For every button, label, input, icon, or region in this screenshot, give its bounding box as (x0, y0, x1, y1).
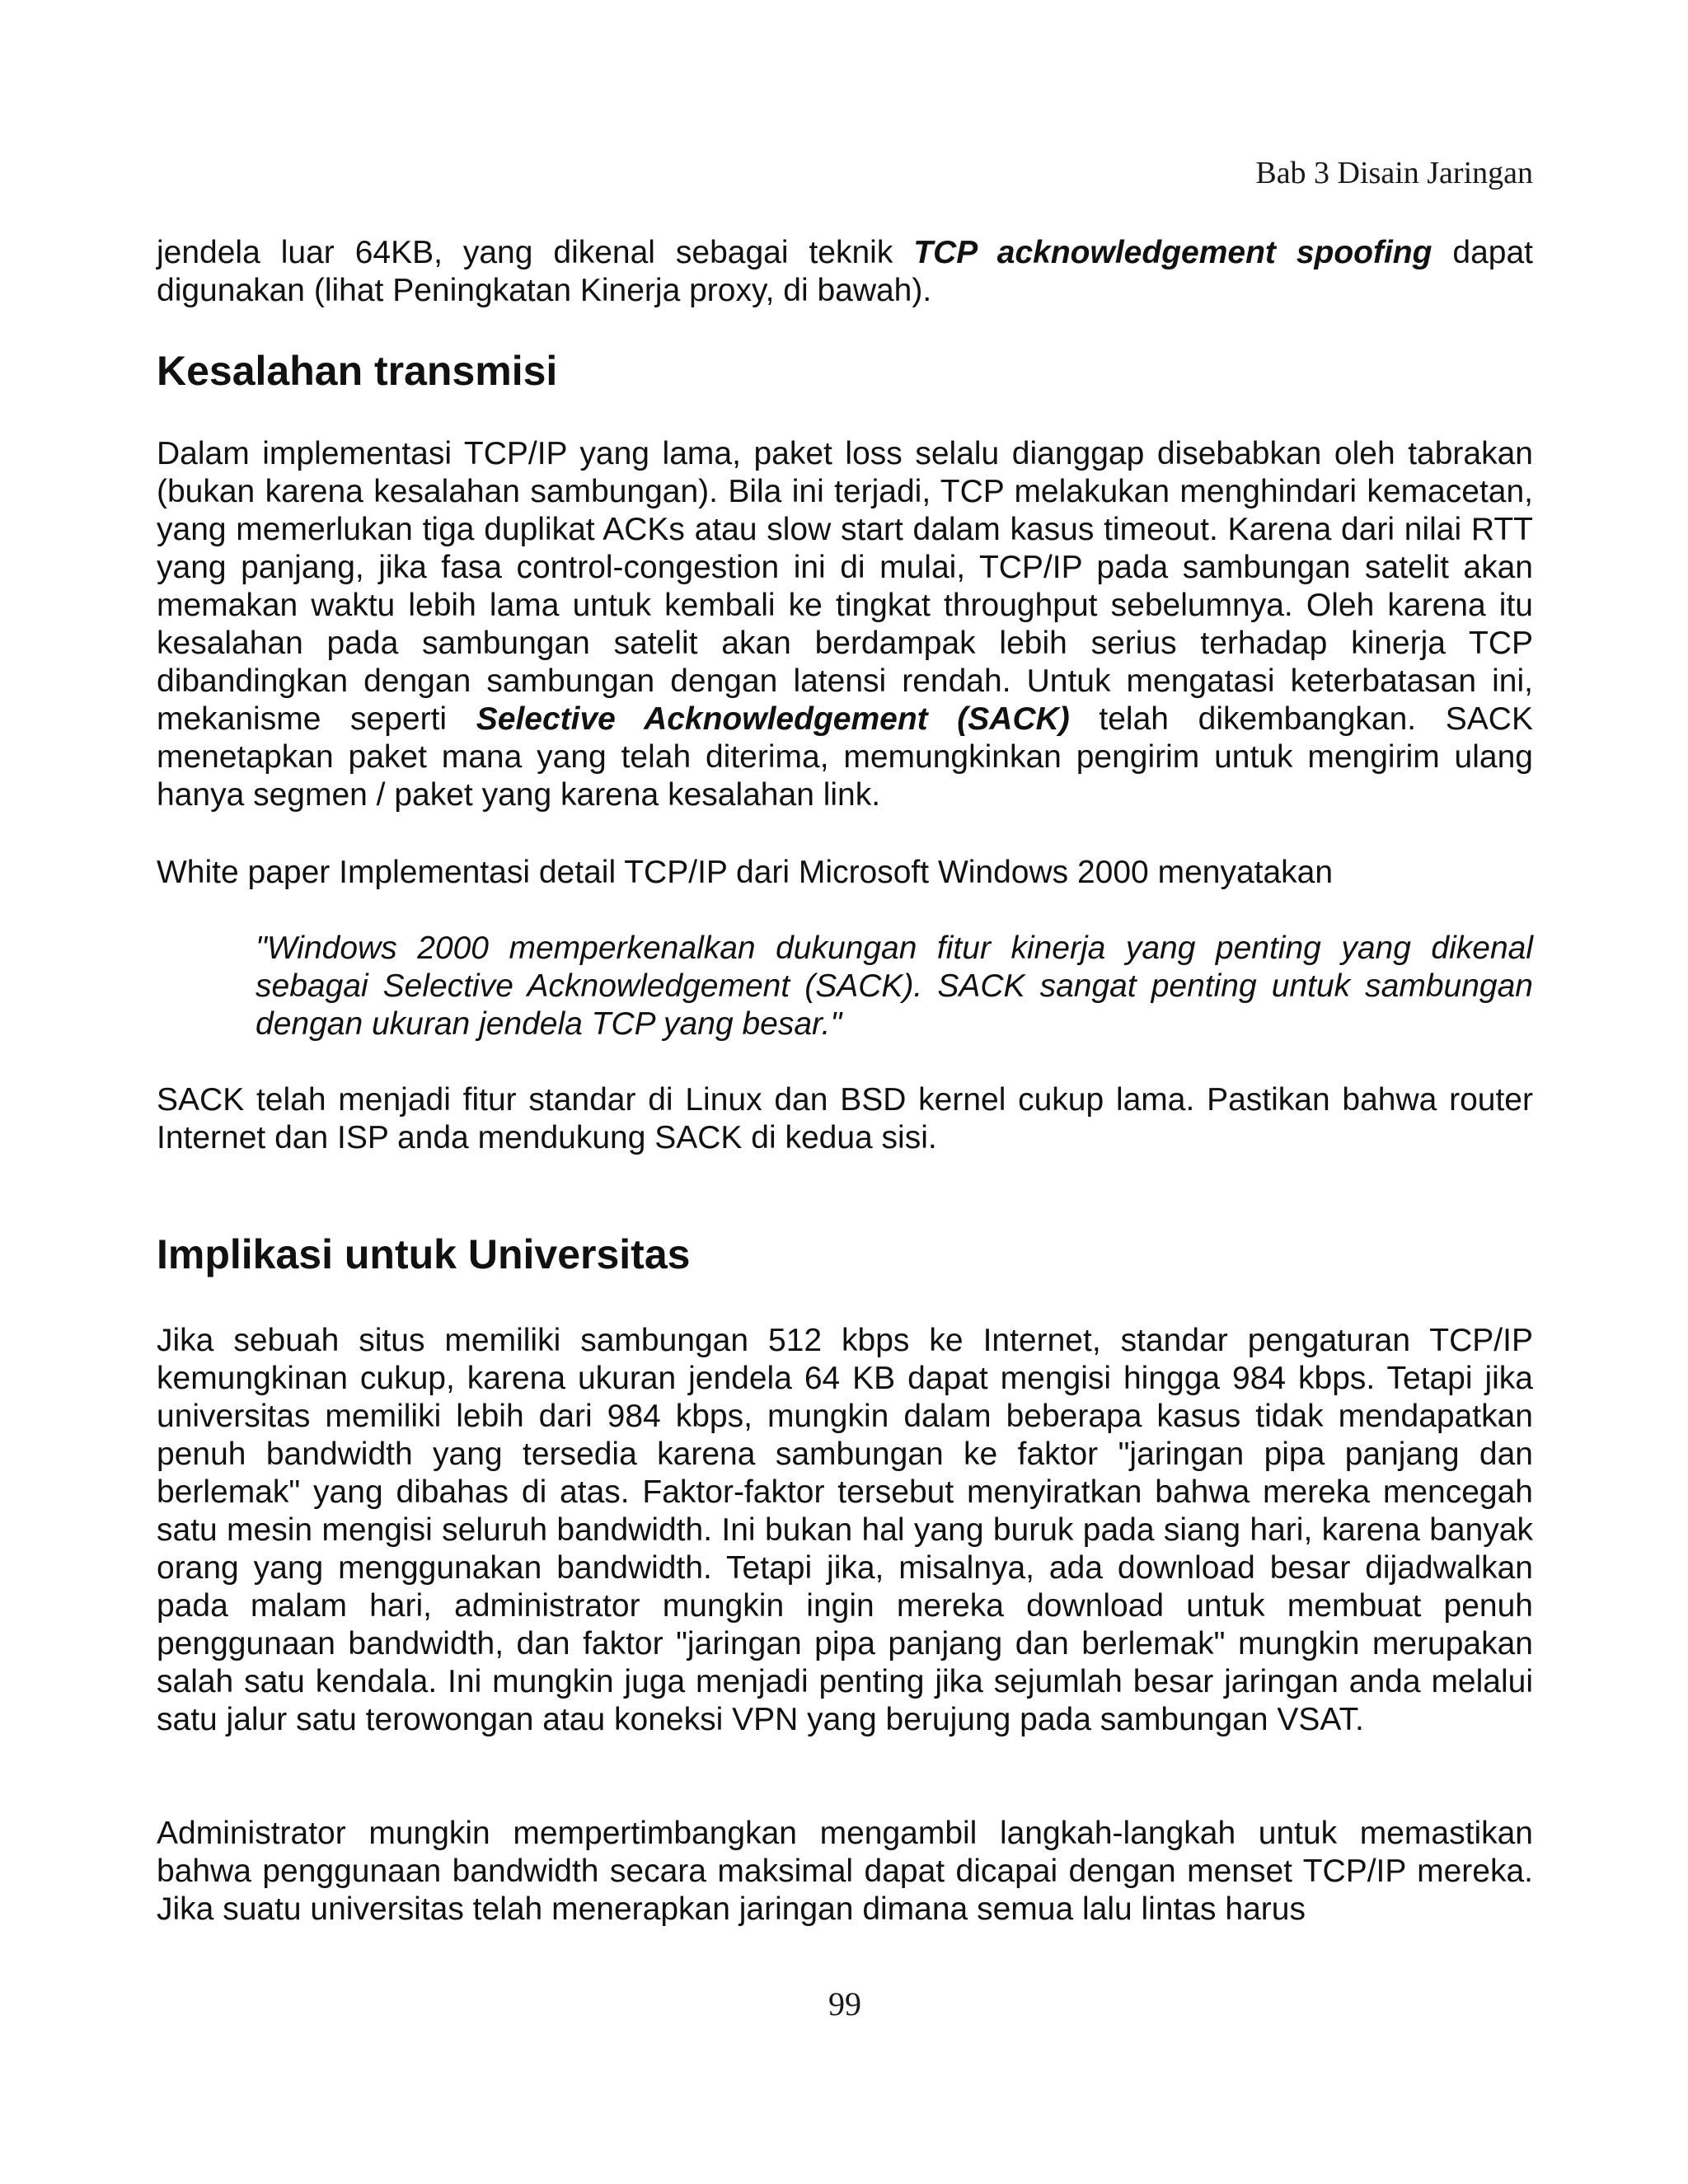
intro-text-part2: dapat digunakan (lihat Peningkatan Kinerja proxy, di bawah). (157, 235, 1533, 308)
section-heading-kesalahan: Kesalahan transmisi (157, 348, 558, 394)
page-number: 99 (828, 1985, 861, 2022)
intro-emphasis-term: TCP acknowledgement spoofing (913, 235, 1432, 270)
section-heading-implikasi: Implikasi untuk Universitas (157, 1231, 691, 1277)
kesalahan-paragraph (157, 435, 1533, 814)
implikasi-paragraph-2: Administrator mungkin mempertimbangkan mengambil langkah-langkah untuk memastikan bahwa penggunaan bandwidth secara maksimal dapat dicapai dengan menset TCP/IP mereka. Jika suatu universitas telah menerapkan jaringan dimana semua lalu lintas harus (157, 1816, 1533, 1927)
intro-text-part1: jendela luar 64KB, yang dikenal sebagai teknik (157, 235, 914, 270)
whitepaper-intro-paragraph: White paper Implementasi detail TCP/IP dari Microsoft Windows 2000 menyatakan (157, 855, 1334, 890)
sack-paragraph: SACK telah menjadi fitur standar di Linux dan BSD kernel cukup lama. Pastikan bahwa router Internet dan ISP anda mendukung SACK di kedua sisi. (157, 1082, 1533, 1155)
intro-paragraph (157, 234, 1533, 310)
kesalahan-emphasis-term: Selective Acknowledgement (SACK) (476, 701, 1070, 737)
kesalahan-text-part1: Dalam implementasi TCP/IP yang lama, paket loss selalu dianggap disebabkan oleh tabrakan (bukan karena kesalahan sambungan). Bila ini terjadi, TCP melakukan menghindari kemacetan, yang memerlukan tiga duplikat ACKs atau slow start dalam kasus timeout. Karena dari nilai RTT yang panjang, jika fasa control-congestion ini di mulai, TCP/IP pada sambungan satelit akan memakan waktu lebih lama untuk kembali ke tingkat throughput sebelumnya. Oleh karena itu kesalahan pada sambungan satelit akan berdampak lebih serius terhadap kinerja TCP dibandingkan dengan sambungan dengan latensi rendah. Untuk mengatasi keterbatasan ini, mekanisme seperti (157, 436, 1533, 737)
block-quote: "Windows 2000 memperkenalkan dukungan fitur kinerja yang penting yang dikenal sebagai Selective Acknowledgement (SACK). SACK sangat penting untuk sambungan dengan ukuran jendela TCP yang besar." (256, 930, 1533, 1042)
kesalahan-text-part2: telah dikembangkan. SACK menetapkan paket mana yang telah diterima, memungkinkan pengirim untuk mengirim ulang hanya segmen / paket yang karena kesalahan link. (157, 701, 1533, 813)
book-page (157, 0, 1533, 2184)
implikasi-paragraph-1: Jika sebuah situs memiliki sambungan 512 kbps ke Internet, standar pengaturan TCP/IP kemungkinan cukup, karena ukuran jendela 64 KB dapat mengisi hingga 984 kbps. Tetapi jika universitas memiliki lebih dari 984 kbps, mungkin dalam beberapa kasus tidak mendapatkan penuh bandwidth yang tersedia karena sambungan ke faktor "jaringan pipa panjang dan berlemak" yang dibahas di atas. Faktor-faktor tersebut menyiratkan bahwa mereka mencegah satu mesin mengisi seluruh bandwidth. Ini bukan hal yang buruk pada siang hari, karena banyak orang yang menggunakan bandwidth. Tetapi jika, misalnya, ada download besar dijadwalkan pada malam hari, administrator mungkin ingin mereka download untuk membuat penuh penggunaan bandwidth, dan faktor "jaringan pipa panjang dan berlemak" mungkin merupakan salah satu kendala. Ini mungkin juga menjadi penting jika sejumlah besar jaringan anda melalui satu jalur satu terowongan atau koneksi VPN yang berujung pada sambungan VSAT. (157, 1323, 1533, 1737)
running-header: Bab 3 Disain Jaringan (1255, 156, 1533, 190)
